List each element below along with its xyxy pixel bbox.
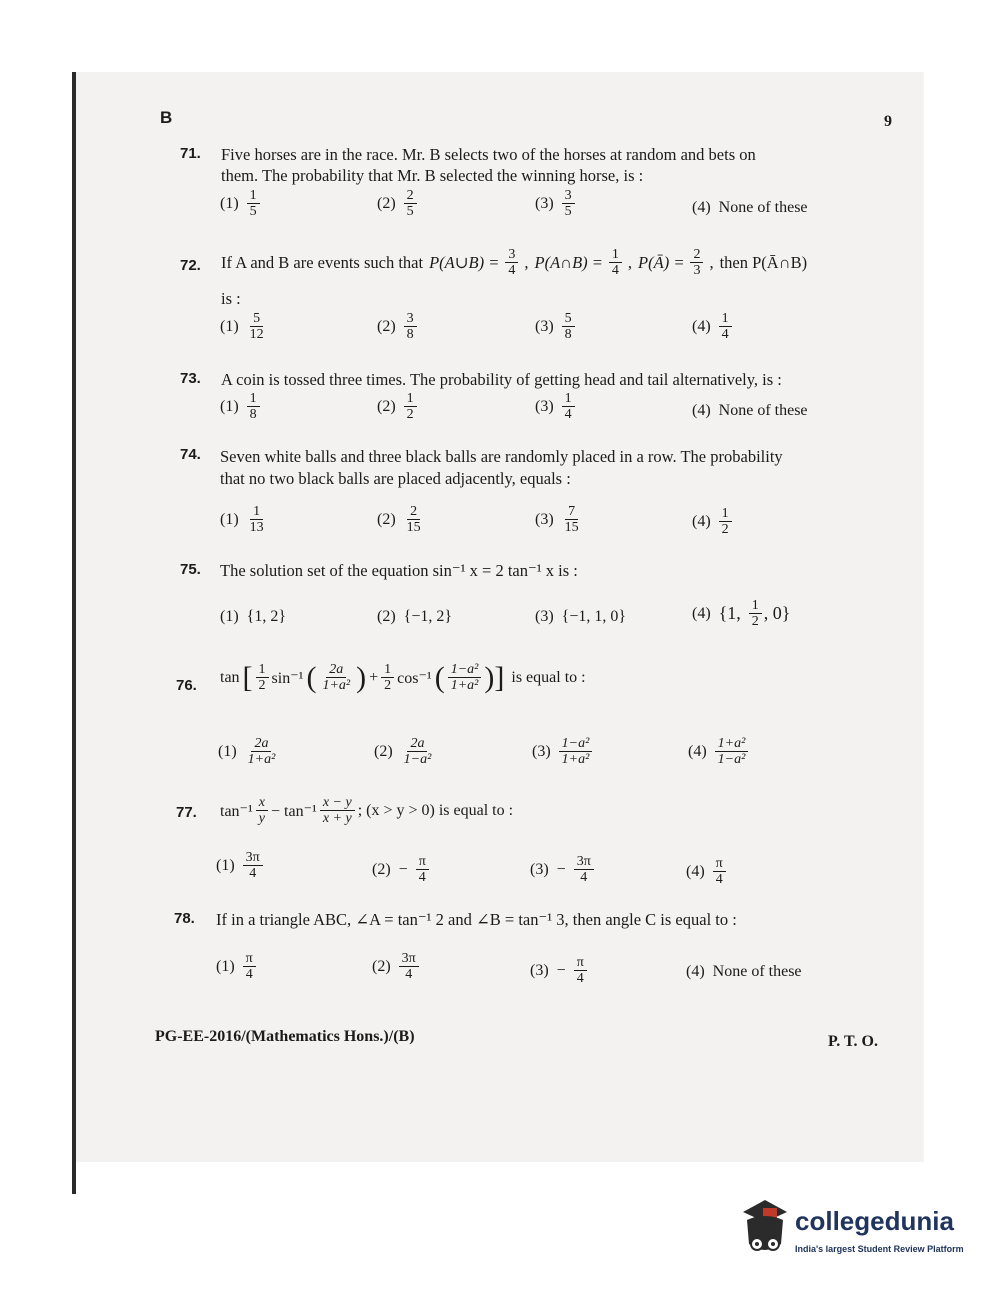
option-3: (3) $\frac{3}{5}$ <box>535 188 575 219</box>
set-letter: B <box>160 108 173 127</box>
option-2: (2) − $\frac{\pi}{4}$ <box>372 854 429 885</box>
option-1: (1) {1, 2} <box>220 608 287 625</box>
question-expression: tan⁻¹ $\frac{x}{y}$ − tan⁻¹ $\frac{x - y}{x + y}$ ; (x > y > 0) is equal to : <box>220 795 514 826</box>
option-3: (3) − $\frac{3\pi}{4}$ <box>530 854 594 885</box>
question-number: 73. <box>180 370 201 387</box>
question-text: If A and B are events such that P(A∪B) = $\frac{3}{4}$ , P(A∩B) = $\frac{1}{4}$ , P(Ā) = $\frac{2}{3}$ , then P(Ā∩B) <box>221 247 808 278</box>
option-4: (4) $\frac{\text{1+a²}}{\text{1−a²}}$ <box>688 736 748 767</box>
fraction: $\frac{1}{5}$ <box>247 188 260 219</box>
question-text: is : <box>221 289 241 308</box>
collegedunia-logo <box>735 1198 965 1268</box>
option-1: (1) $\frac{\pi}{4}$ <box>216 951 256 982</box>
option-2: (2) $\frac{1}{2}$ <box>377 391 417 422</box>
question-number: 75. <box>180 561 201 578</box>
logo-wordmark: collegedunia <box>795 1206 954 1236</box>
question-number: 71. <box>180 145 201 162</box>
please-turn-over: P. T. O. <box>828 1033 878 1050</box>
option-1: (1) $\frac{3\pi}{4}$ <box>216 850 263 881</box>
question-text: Seven white balls and three black balls are randomly placed in a row. The probability <box>220 447 783 466</box>
question-text: that no two black balls are placed adjacently, equals : <box>220 469 571 488</box>
question-number: 72. <box>180 257 201 274</box>
option-4: (4) None of these <box>692 199 808 216</box>
question-text: A coin is tossed three times. The probability of getting head and tail alternatively, is : <box>221 370 782 389</box>
option-4: (4) $\frac{1}{4}$ <box>692 311 732 342</box>
question-text: The solution set of the equation sin⁻¹ x = 2 tan⁻¹ x is : <box>220 561 578 580</box>
question-text: If in a triangle ABC, ∠A = tan⁻¹ 2 and ∠B = tan⁻¹ 3, then angle C is equal to : <box>216 910 737 929</box>
option-1: (1) $\frac{2a}{\text{1+a²}}$ <box>218 736 276 767</box>
question-number: 78. <box>174 910 195 927</box>
fraction: $\frac{2}{5}$ <box>404 188 417 219</box>
page-number: 9 <box>884 113 892 130</box>
question-number: 76. <box>176 677 197 694</box>
question-number: 77. <box>176 804 197 821</box>
option-3: (3) − $\frac{\pi}{4}$ <box>530 955 587 986</box>
option-4: (4) None of these <box>686 963 802 980</box>
question-number: 74. <box>180 446 201 463</box>
scanned-page <box>72 72 924 1162</box>
option-3: (3) $\frac{5}{8}$ <box>535 311 575 342</box>
option-4: (4) $\frac{1}{2}$ <box>692 506 732 537</box>
option-2: (2) {−1, 2} <box>377 608 453 625</box>
paper-code: PG-EE-2016/(Mathematics Hons.)/(B) <box>155 1028 415 1045</box>
option-2: (2) $\frac{2a}{\text{1−a²}}$ <box>374 736 432 767</box>
scan-edge <box>72 1162 76 1194</box>
option-1: (1) $\frac{5}{12}$ <box>220 311 264 342</box>
option-1: (1) $\frac{1}{13}$ <box>220 504 264 535</box>
option-1: (1) $\frac{1}{8}$ <box>220 391 260 422</box>
option-2: (2) $\frac{2}{5}$ <box>377 188 417 219</box>
question-text: Five horses are in the race. Mr. B selects two of the horses at random and bets on <box>221 145 756 164</box>
option-3: (3) $\frac{7}{15}$ <box>535 504 579 535</box>
option-3: (3) $\frac{\text{1−a²}}{\text{1+a²}}$ <box>532 736 592 767</box>
question-expression: tan [ $\frac{1}{2}$ sin⁻¹ ( $\frac{2a}{\text{1+a²}}$ ) + $\frac{1}{2}$ cos⁻¹ ( $\frac{\text{1−a²}}{\text{1+a²}}$ )] is equal to : <box>220 660 586 694</box>
mascot-icon <box>735 1198 793 1260</box>
option-4: (4) {1, $\frac{1}{2}$ , 0} <box>692 598 791 629</box>
option-2: (2) $\frac{3\pi}{4}$ <box>372 951 419 982</box>
logo-tagline: India's largest Student Review Platform <box>795 1244 964 1254</box>
fraction: $\frac{3}{5}$ <box>562 188 575 219</box>
option-4: (4) $\frac{\pi}{4}$ <box>686 856 726 887</box>
question-text: them. The probability that Mr. B selected the winning horse, is : <box>221 166 644 185</box>
option-3: (3) $\frac{1}{4}$ <box>535 391 575 422</box>
option-1: (1) $\frac{1}{5}$ <box>220 188 260 219</box>
option-4: (4) None of these <box>692 402 808 419</box>
option-2: (2) $\frac{2}{15}$ <box>377 504 421 535</box>
option-3: (3) {−1, 1, 0} <box>535 608 627 625</box>
option-2: (2) $\frac{3}{8}$ <box>377 311 417 342</box>
